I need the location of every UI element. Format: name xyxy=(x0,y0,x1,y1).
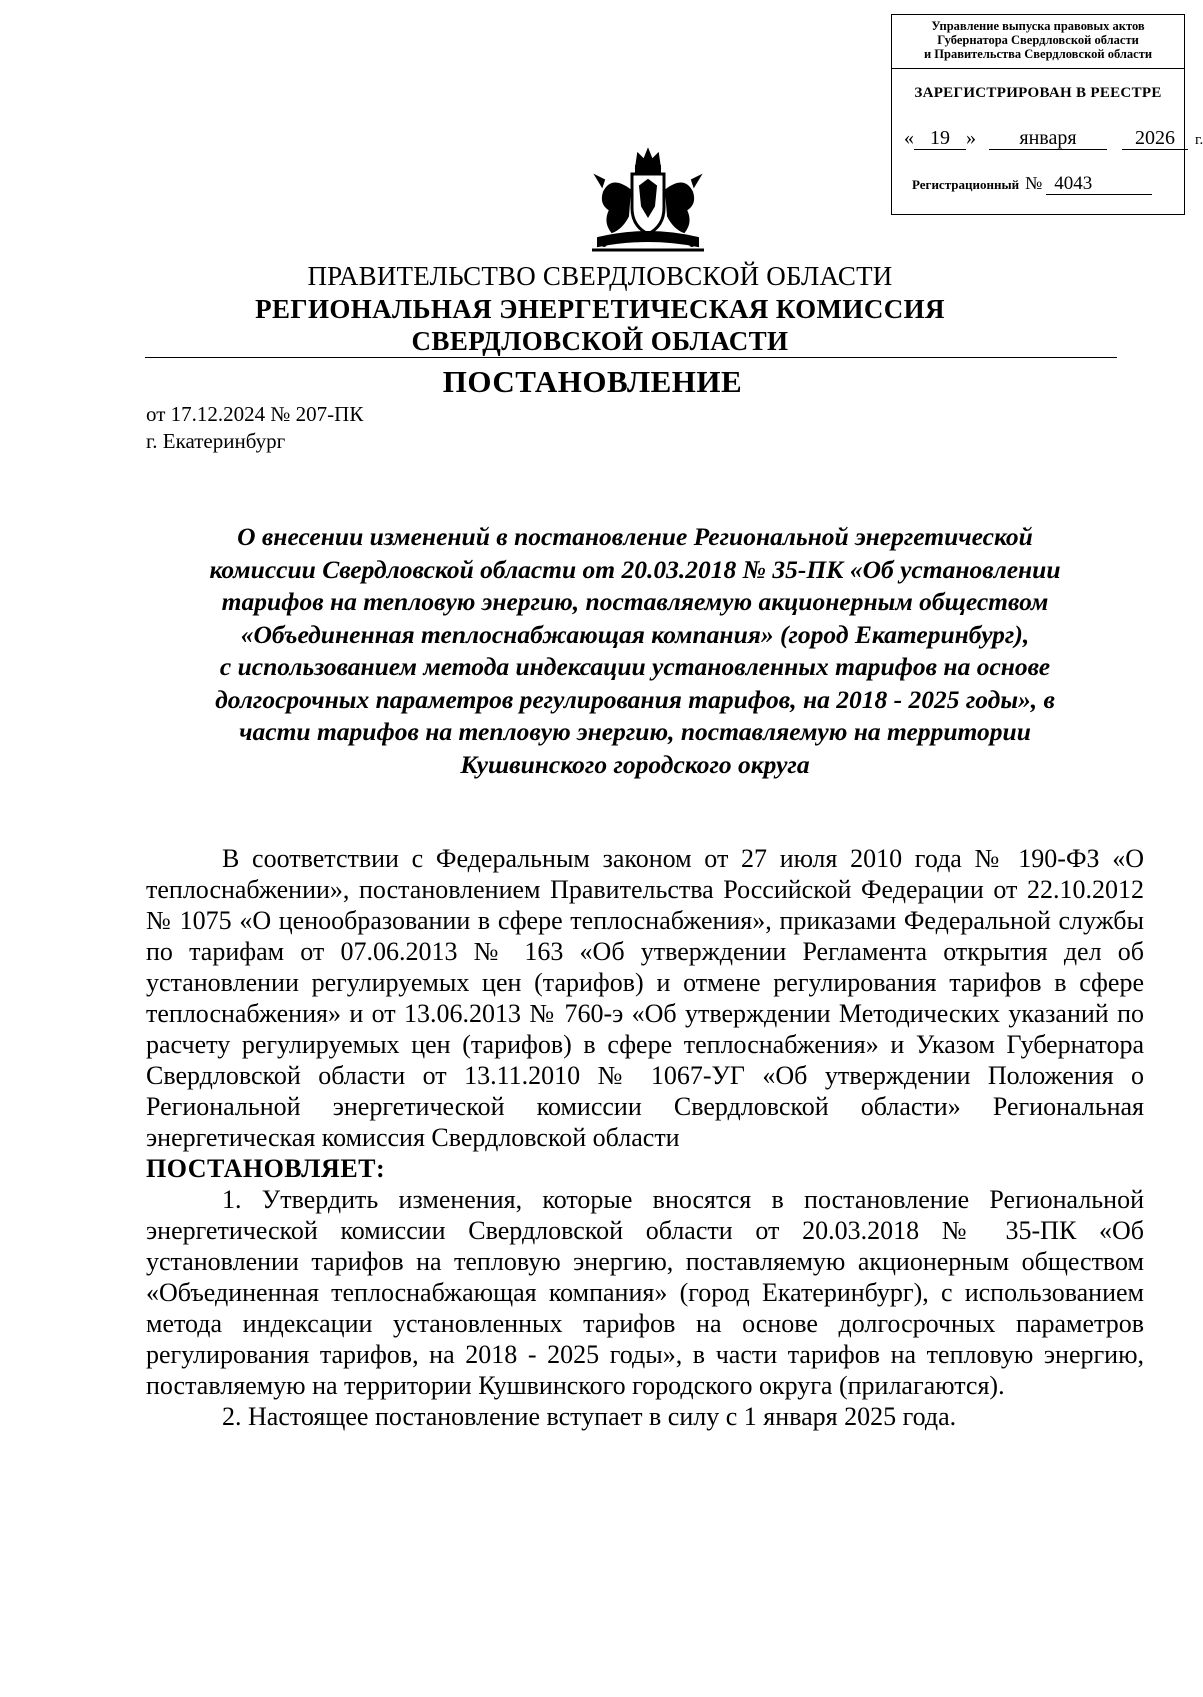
stamp-number-label: Регистрационный xyxy=(912,177,1020,192)
commission-region: СВЕРДЛОВСКОЙ ОБЛАСТИ xyxy=(411,326,789,356)
title-line: тарифов на тепловую энергию, поставляемую акционерным обществом xyxy=(221,587,1049,616)
preamble-paragraph: В соответствии с Федеральным законом от 27 июля 2010 года № 190-ФЗ «О теплоснабжении», постановлением Правительства Российской Федерации от 22.10.2012 № 1075 «О ценообразовании в сфере теплоснабжения», приказами Федеральной службы по тарифам от 07.06.2013 № 163 «Об утверждении Регламента открытия дел об установлении регулируемых цен (тарифов) и отмене регулирования тарифов в сфере теплоснабжения» и от 13.06.2013 № 760-э «Об утверждении Методических указаний по расчету регулируемых цен (тарифов) в сфере теплоснабжения» и Указом Губернатора Свердловской области от 13.11.2010 № 1067-УГ «Об утверждении Положения о Региональной энергетической комиссии Свердловской области» Региональная энергетическая комиссия Свердловской области xyxy=(146,844,1144,1152)
government-name: ПРАВИТЕЛЬСТВО СВЕРДЛОВСКОЙ ОБЛАСТИ xyxy=(307,261,893,291)
stamp-date-year: 2026 xyxy=(1122,127,1188,150)
title-line: комиссии Свердловской области от 20.03.2018 № 35-ПК «Об установлении xyxy=(209,554,1061,584)
document-title xyxy=(140,521,1130,781)
document-body xyxy=(146,843,1144,1432)
stamp-date-close-quote: » xyxy=(966,127,976,149)
commission-name: РЕГИОНАЛЬНАЯ ЭНЕРГЕТИЧЕСКАЯ КОМИССИЯ xyxy=(255,294,945,324)
stamp-date-month: января xyxy=(989,127,1107,150)
stamp-date-open-quote: « xyxy=(904,127,914,149)
stamp-registered-label: ЗАРЕГИСТРИРОВАН В РЕЕСТРЕ xyxy=(914,85,1162,101)
header-divider xyxy=(145,357,1117,358)
title-line: О внесении изменений в постановление Региональной энергетической xyxy=(237,522,1033,551)
resolution-item-1: 1. Утвердить изменения, которые вносятся в постановление Региональной энергетической комиссии Свердловской области от 20.03.2018 № 35-ПК «Об установлении тарифов на тепловую энергию, поставляемую акционерным обществом «Объединенная теплоснабжающая компания» (город Екатеринбург), с использованием метода индексации установленных тарифов на основе долгосрочных параметров регулирования тарифов, на 2018 - 2025 годы», в части тарифов на тепловую энергию, поставляемую на территории Кушвинского городского округа (прилагаются). xyxy=(146,1185,1144,1400)
stamp-department-line: Управление выпуска правовых актов xyxy=(931,19,1145,33)
stamp-date-year-suffix: г. xyxy=(1195,132,1203,148)
stamp-number-sign: № xyxy=(1025,173,1043,193)
stamp-department-line: и Правительства Свердловской области xyxy=(923,47,1153,61)
title-line: Кушвинского городского округа xyxy=(460,749,810,779)
title-line: с использованием метода индексации установленных тарифов на основе xyxy=(219,652,1051,681)
stamp-department xyxy=(892,15,1184,69)
resolves-heading: ПОСТАНОВЛЯЕТ: xyxy=(146,1154,386,1183)
stamp-department-line: Губернатора Свердловской области xyxy=(937,33,1139,47)
registration-stamp xyxy=(891,14,1203,215)
resolution-item-2: 2. Настоящее постановление вступает в силу с 1 января 2025 года. xyxy=(222,1402,957,1431)
stamp-date-day: 19 xyxy=(914,127,966,150)
title-line: «Объединенная теплоснабжающая компания» (город Екатеринбург), xyxy=(240,619,1030,649)
document-type: ПОСТАНОВЛЕНИЕ xyxy=(442,364,743,399)
sverdlovsk-coat-of-arms-icon xyxy=(582,146,714,258)
stamp-number-row xyxy=(912,173,1152,195)
title-line: части тарифов на тепловую энергию, поставляемую на территории xyxy=(239,717,1031,746)
stamp-number-value: 4043 xyxy=(1046,174,1152,195)
title-line: долгосрочных параметров регулирования тарифов, на 2018 - 2025 годы», в xyxy=(215,684,1055,714)
document-city: г. Екатеринбург xyxy=(146,429,286,453)
document-date-number: от 17.12.2024 № 207-ПК xyxy=(146,402,364,426)
stamp-date xyxy=(904,127,1203,150)
